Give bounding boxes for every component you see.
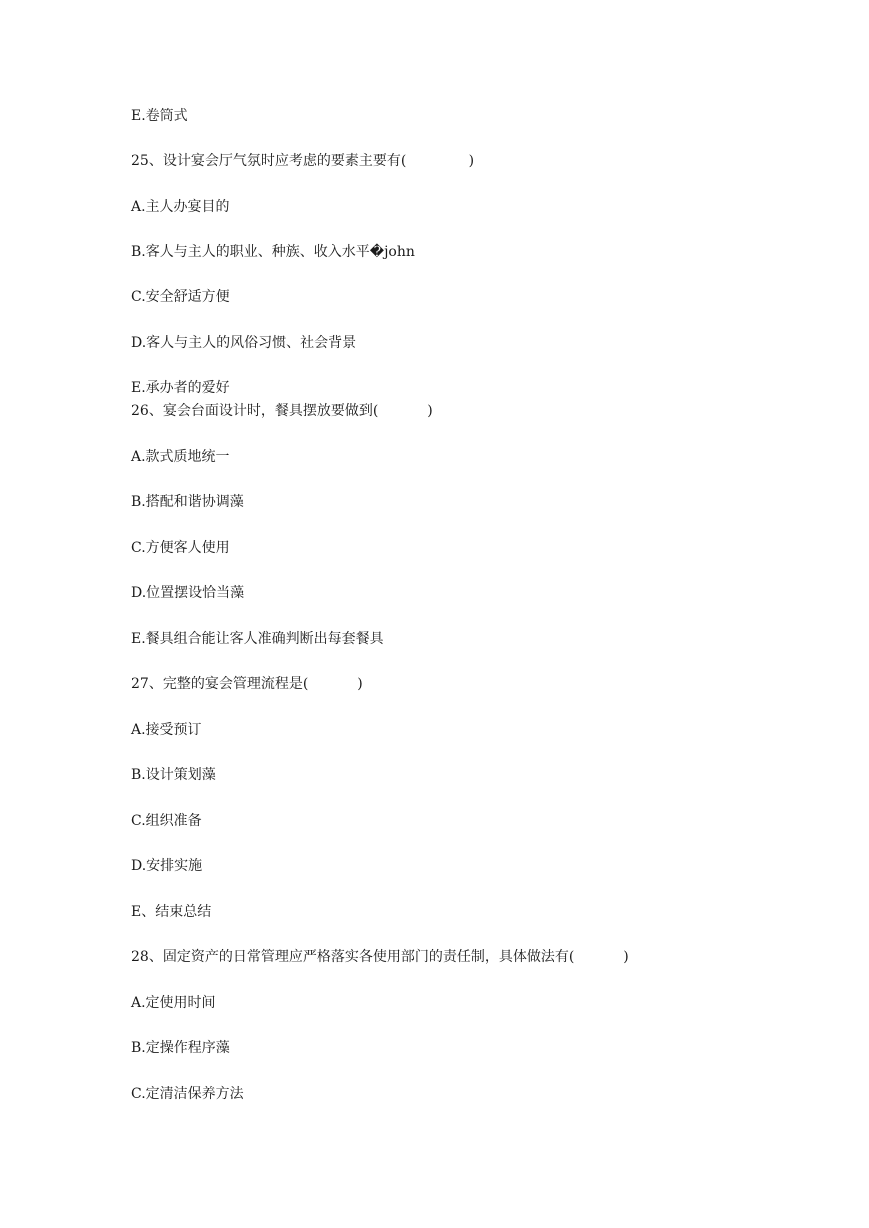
option-27-e: E、结束总结 <box>131 904 212 920</box>
option-24-e: E.卷筒式 <box>131 108 188 124</box>
option-26-b: B.搭配和谐协调藻 <box>131 494 244 510</box>
option-28-c: C.定清洁保养方法 <box>131 1086 244 1102</box>
option-28-b: B.定操作程序藻 <box>131 1040 230 1056</box>
option-26-d: D.位置摆设恰当藻 <box>131 585 245 601</box>
question-25: 25、设计宴会厅气氛时应考虑的要素主要有( ) <box>131 153 475 169</box>
option-26-c: C.方便客人使用 <box>131 540 230 556</box>
option-26-e: E.餐具组合能让客人准确判断出每套餐具 <box>131 631 384 647</box>
option-27-a: A.接受预订 <box>131 722 202 738</box>
option-25-d: D.客人与主人的风俗习惯、社会背景 <box>131 335 357 351</box>
option-27-d: D.安排实施 <box>131 858 203 874</box>
option-25-b: B.客人与主人的职业、种族、收入水平�john <box>131 244 415 260</box>
option-25-a: A.主人办宴目的 <box>131 199 230 215</box>
question-28: 28、固定资产的日常管理应严格落实各使用部门的责任制，具体做法有( ) <box>131 949 629 965</box>
option-25-c: C.安全舒适方便 <box>131 289 230 305</box>
option-27-c: C.组织准备 <box>131 813 202 829</box>
question-27: 27、完整的宴会管理流程是( ) <box>131 676 363 692</box>
option-28-a: A.定使用时间 <box>131 995 216 1011</box>
question-26: 26、宴会台面设计时，餐具摆放要做到( ) <box>131 403 433 419</box>
option-26-a: A.款式质地统一 <box>131 449 230 465</box>
option-27-b: B.设计策划藻 <box>131 767 216 783</box>
option-25-e: E.承办者的爱好 <box>131 380 230 396</box>
